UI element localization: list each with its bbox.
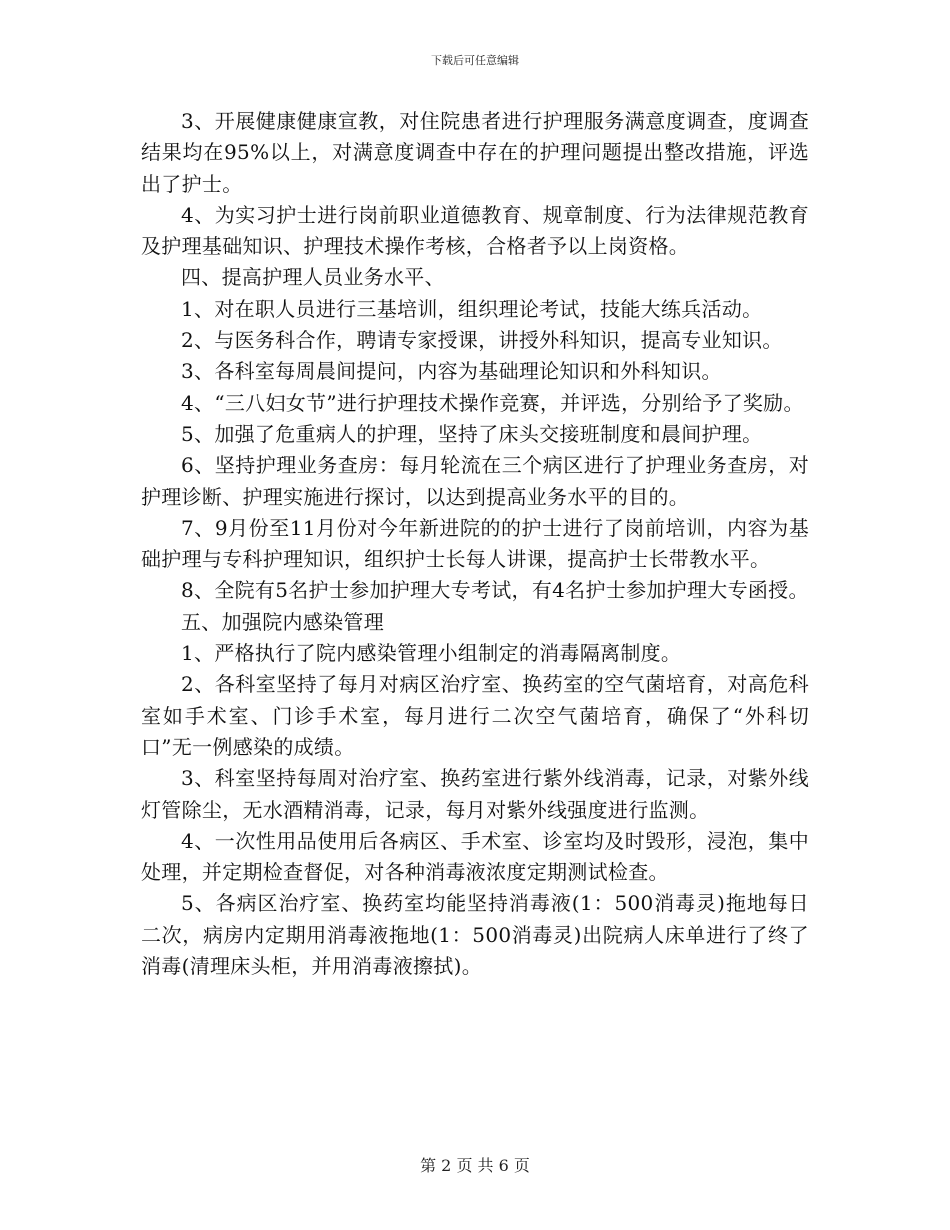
paragraph: 3、各科室每周晨间提问，内容为基础理论知识和外科知识。 xyxy=(181,359,722,384)
paragraph: 2、与医务科合作，聘请专家授课，讲授外科知识，提高专业知识。 xyxy=(181,328,783,353)
footer-mid: 页 共 xyxy=(456,1156,494,1175)
footer-suffix: 页 xyxy=(513,1156,530,1175)
paragraph: 5、各病区治疗室、换药室均能坚持消毒液(1：500消毒灵)拖地每日二次，病房内定期用消毒液拖地(1：500消毒灵)出院病人床单进行了终了消毒(清理床头柜，并用消毒液擦拭)。 xyxy=(141,891,809,979)
paragraph: 3、科室坚持每周对治疗室、换药室进行紫外线消毒，记录，对紫外线灯管除尘，无水酒精消毒，记录，每月对紫外线强度进行监测。 xyxy=(141,766,809,822)
footer-page-number: 2 xyxy=(441,1156,452,1175)
paragraph: 8、全院有5名护士参加护理大专考试，有4名护士参加护理大专函授。 xyxy=(181,578,809,603)
paragraph: 6、坚持护理业务查房：每月轮流在三个病区进行了护理业务查房，对护理诊断、护理实施进行探讨，以达到提高业务水平的目的。 xyxy=(141,453,809,509)
document-body xyxy=(141,106,809,982)
paragraph: 3、开展健康健康宣教，对住院患者进行护理服务满意度调查，度调查结果均在95%以上，对满意度调查中存在的护理问题提出整改措施，评选出了护士。 xyxy=(141,109,809,196)
paragraph: 4、“三八妇女节”进行护理技术操作竞赛，并评选，分别给予了奖励。 xyxy=(181,390,804,415)
paragraph: 1、对在职人员进行三基培训，组织理论考试，技能大练兵活动。 xyxy=(181,296,763,321)
section-heading: 五、加强院内感染管理 xyxy=(181,609,384,634)
paragraph: 4、为实习护士进行岗前职业道德教育、规章制度、行为法律规范教育及护理基础知识、护理技术操作考核，合格者予以上岗资格。 xyxy=(141,202,809,259)
paragraph: 1、严格执行了院内感染管理小组制定的消毒隔离制度。 xyxy=(181,641,682,666)
section-heading: 四、提高护理人员业务水平、 xyxy=(181,265,445,290)
paragraph: 5、加强了危重病人的护理，坚持了床头交接班制度和晨间护理。 xyxy=(181,421,763,446)
paragraph: 7、9月份至11月份对今年新进院的的护士进行了岗前培训，内容为基础护理与专科护理知识，组织护士长每人讲课，提高护士长带教水平。 xyxy=(141,515,809,572)
paragraph: 2、各科室坚持了每月对病区治疗室、换药室的空气菌培育，对高危科室如手术室、门诊手术室，每月进行二次空气菌培育，确保了“外科切口”无一例感染的成绩。 xyxy=(141,672,809,759)
footer-total-pages: 6 xyxy=(498,1156,509,1175)
footer-prefix: 第 xyxy=(420,1156,437,1175)
page-footer xyxy=(0,1156,950,1176)
paragraph: 4、一次性用品使用后各病区、手术室、诊室均及时毁形，浸泡，集中处理，并定期检查督促，对各种消毒液浓度定期测试检查。 xyxy=(141,828,809,885)
page-header: 下载后可任意编辑 xyxy=(431,54,519,67)
